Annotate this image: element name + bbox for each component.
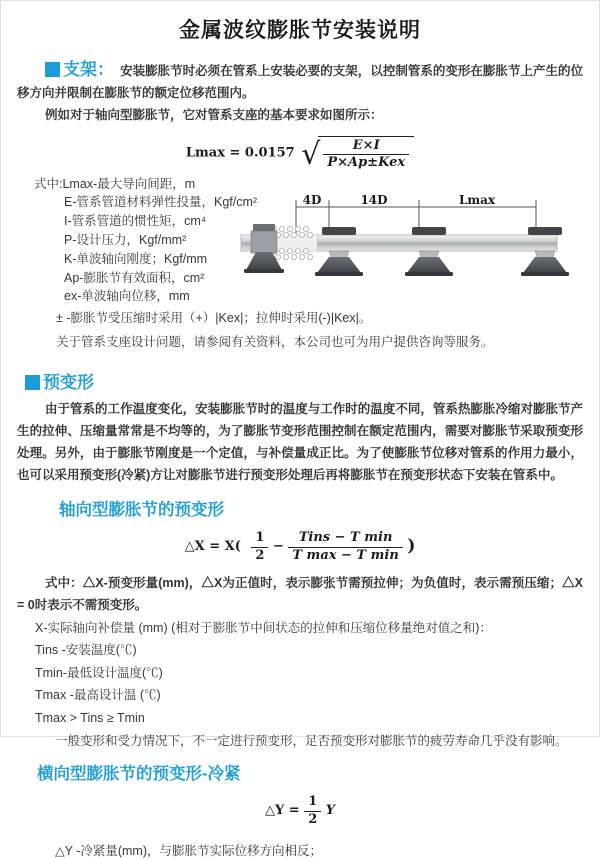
support-paragraph bbox=[17, 59, 583, 104]
formula-dx-denominator: T max − T min bbox=[292, 547, 399, 563]
formula-lmax bbox=[1, 135, 599, 171]
page-title: 金属波纹膨胀节安装说明 bbox=[179, 19, 421, 42]
definition-item: ex-单波轴向位移，mm bbox=[64, 289, 190, 304]
axial-note: 一般变形和受力情况下，不一定进行预变形，足否预变形对膨胀节的疲劳寿命几乎没有影响。 bbox=[55, 734, 568, 749]
lateral-heading: 横向型膨胀节的预变形-冷紧 bbox=[37, 765, 241, 784]
formula-dx-suffix: ) bbox=[407, 536, 416, 557]
formula-delta-x: △X = X( $\frac{1}{2}$ − $\frac{\text{Tins − T min}}{\text{T max − T min}}$ ) bbox=[184, 530, 416, 563]
definition-item: I-管系管道的惯性矩，cm⁴ bbox=[64, 214, 207, 229]
temp-line: Tmax -最高设计温 (℃) bbox=[35, 688, 161, 703]
lateral-explain: △Y -冷紧量(mm)，与膨胀节实际位移方向相反； bbox=[55, 844, 323, 859]
dim-label-14d: 14D bbox=[360, 193, 388, 207]
formula-lmax-numerator: E×I bbox=[323, 138, 409, 155]
temp-line: Tins -安装温度(℃) bbox=[35, 643, 137, 658]
predeform-heading: 预变形 bbox=[43, 373, 94, 393]
temp-line: Tmax > Tins ≥ Tmin bbox=[35, 710, 145, 725]
support-intro: 安装膨胀节时必须在管系上安装必要的支架，以控制管系的变形在膨胀节上产生的位移方向并限制在膨胀节的额定位移范围内。 bbox=[17, 64, 584, 100]
formula-lmax-prefix: Lmax = 0.0157 bbox=[185, 145, 295, 161]
definitions-lead: 式中:Lmax-最大导向间距，m bbox=[34, 176, 196, 191]
formula-dx-prefix: △X = X( bbox=[184, 539, 241, 555]
formula-dx-numerator: Tins − T min bbox=[288, 530, 402, 547]
formula-dy-denominator: 2 bbox=[308, 811, 318, 827]
definition-item: P-设计压力，Kgf/mm² bbox=[64, 233, 187, 248]
support-example: 例如对于轴向型膨胀节，它对管系支座的基本要求如图所示： bbox=[45, 108, 383, 122]
pipe-support-diagram bbox=[239, 193, 599, 293]
predeform-heading-row bbox=[25, 368, 599, 393]
definition-item: E-管系管道材料弹性投量，Kgf/cm² bbox=[64, 195, 258, 210]
dim-label-4d: 4D bbox=[302, 193, 322, 207]
dim-label-lmax: Lmax bbox=[458, 193, 496, 207]
section-marker-icon bbox=[45, 62, 60, 77]
formula-lmax-denominator: P×Ap±Kex bbox=[327, 155, 406, 171]
axial-explain: 式中：△X-预变形量(mm)，△X为正值时，表示膨张节需预拉伸；为负值时，表示需预压缩；△X = 0时表示不需预变形。 bbox=[17, 575, 583, 612]
consult-note: 关于管系支座设计问题，请参阅有关资料，本公司也可为用户提供咨询等服务。 bbox=[56, 335, 494, 350]
sqrt-icon: √ $\frac{E\times I}{\text{P×Ap±Kex}}$ bbox=[299, 135, 414, 171]
support-heading: 支架： bbox=[63, 60, 115, 79]
definition-item: Ap-膨胀节有效面积，cm² bbox=[64, 270, 205, 285]
definition-item: K-单波轴向刚度；Kgf/mm bbox=[64, 251, 208, 266]
formula-dy-numerator: 1 bbox=[304, 794, 321, 811]
formula-dx-operator: − bbox=[272, 539, 284, 555]
pipe-support-icon bbox=[405, 227, 453, 276]
formula-dy-prefix: △Y = bbox=[264, 803, 300, 819]
pipe-support-icon bbox=[521, 227, 569, 276]
section-marker-icon bbox=[25, 375, 40, 390]
plusminus-note: ± -膨胀节受压缩时采用（+）|Kex|；拉伸时采用(-)|Kex|。 bbox=[56, 311, 372, 326]
axial-x-line: X-实际轴向补偿量 (mm) (相对于膨胀节中间状态的拉伸和压缩位移量绝对值之和)： bbox=[35, 620, 492, 635]
axial-heading: 轴向型膨胀节的预变形 bbox=[59, 501, 224, 520]
predeform-paragraph: 由于管系的工作温度变化，安装膨胀节时的温度与工作时的温度不同，管系热膨胀冷缩对膨胀节产生的拉伸、压缩量常常是不均等的，为了膨胀节变形范围控制在额定范围内，需要对膨胀节采取预变形处理。另外，由于膨胀节刚度是一个定值，与补偿量成正比。为了使膨胀节位移对管系的作用力最小，也可以采用预变形(冷紧)方让对膨胀节进行预变形处理后再将膨胀节在预变形状态下安装在管系中。 bbox=[17, 402, 583, 483]
formula-delta-y bbox=[1, 794, 599, 827]
temp-line: Tmin-最低设计温度(℃) bbox=[35, 665, 163, 680]
pipe-support-icon bbox=[315, 227, 363, 276]
formula-dy-suffix: Y bbox=[325, 803, 336, 819]
